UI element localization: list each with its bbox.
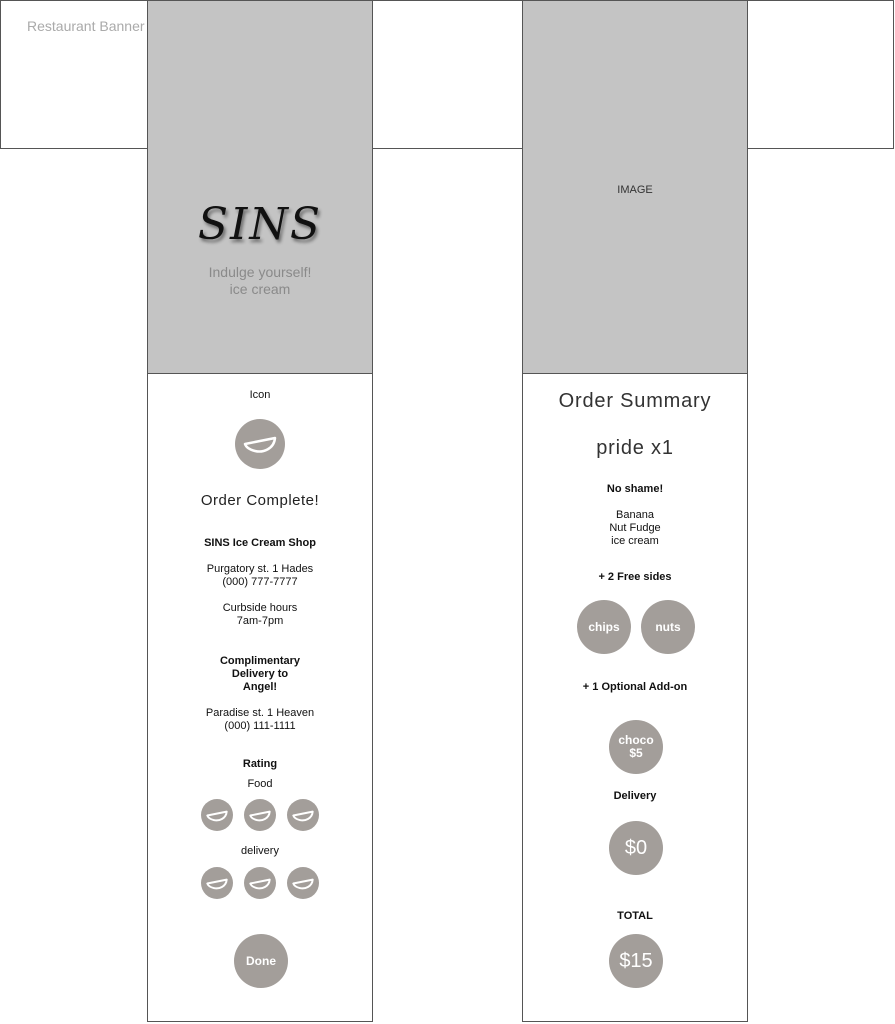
addon-price: $5	[629, 746, 643, 760]
sins-logo: SINS	[197, 199, 323, 250]
order-complete-heading: Order Complete!	[200, 492, 320, 509]
total-price: $15	[619, 949, 653, 972]
hours-label: Curbside hours	[222, 602, 298, 614]
ice-cream-bowl-icon	[206, 809, 228, 822]
shop-name: SINS Ice Cream Shop	[204, 537, 316, 549]
addon-choco-label	[618, 734, 653, 760]
delivery-phone: (000) 111-1111	[224, 720, 296, 732]
order-summary-title: Order Summary	[558, 390, 712, 412]
done-button[interactable]	[234, 934, 288, 988]
ice-cream-bowl-icon	[243, 434, 277, 454]
shop-phone: (000) 777-7777	[222, 576, 298, 588]
icon-label: Icon	[249, 389, 271, 401]
total-price-badge	[609, 934, 663, 988]
ice-cream-bowl-icon	[292, 809, 314, 822]
order-summary-panel	[522, 0, 748, 1022]
desc-line1: Banana	[616, 509, 654, 521]
rating-food-label: Food	[247, 778, 273, 790]
hours-value: 7am-7pm	[236, 615, 284, 627]
image-label: IMAGE	[617, 184, 653, 196]
delivery-label: Delivery	[613, 790, 657, 802]
order-complete-panel	[147, 0, 373, 1022]
side-chips-label: chips	[588, 619, 620, 634]
hero-banner	[148, 1, 372, 374]
rating-title: Rating	[242, 758, 278, 770]
desc-line3: ice cream	[611, 535, 659, 547]
addon-choco-button[interactable]	[609, 720, 663, 774]
rating-delivery-label: delivery	[241, 845, 279, 857]
restaurant-banner	[0, 0, 894, 149]
order-item: pride x1	[596, 437, 674, 459]
ice-cream-bowl-icon	[292, 877, 314, 890]
image-placeholder	[523, 1, 747, 374]
tagline-line1: Indulge yourself!	[208, 264, 312, 280]
delivery-address: Paradise st. 1 Heaven	[205, 707, 315, 719]
food-rating-3[interactable]	[287, 799, 319, 831]
total-label: TOTAL	[617, 910, 653, 922]
desc-line2: Nut Fudge	[609, 522, 661, 534]
done-button-label: Done	[246, 953, 276, 968]
delivery-rating-3[interactable]	[287, 867, 319, 899]
item-subtitle: No shame!	[606, 483, 664, 495]
food-rating-1[interactable]	[201, 799, 233, 831]
delivery-price-badge	[609, 821, 663, 875]
addon-name: choco	[618, 733, 654, 747]
delivery-line2: Delivery to	[231, 668, 289, 680]
ice-cream-bowl-icon	[249, 877, 271, 890]
tagline-line2: ice cream	[229, 281, 291, 297]
shop-address: Purgatory st. 1 Hades	[206, 563, 314, 575]
bowl-icon-circle	[235, 419, 285, 469]
tagline	[148, 264, 372, 298]
ice-cream-bowl-icon	[249, 809, 271, 822]
addon-label: + 1 Optional Add-on	[582, 681, 688, 693]
delivery-rating-1[interactable]	[201, 867, 233, 899]
free-sides-label: + 2 Free sides	[598, 571, 672, 583]
side-chips-button[interactable]	[577, 600, 631, 654]
ice-cream-bowl-icon	[206, 877, 228, 890]
banner-label: Restaurant Banner	[27, 18, 145, 34]
food-rating-2[interactable]	[244, 799, 276, 831]
side-nuts-label: nuts	[655, 619, 681, 634]
delivery-price: $0	[624, 836, 648, 859]
delivery-line1: Complimentary	[219, 655, 301, 667]
delivery-line3: Angel!	[242, 681, 278, 693]
side-nuts-button[interactable]	[641, 600, 695, 654]
delivery-rating-2[interactable]	[244, 867, 276, 899]
